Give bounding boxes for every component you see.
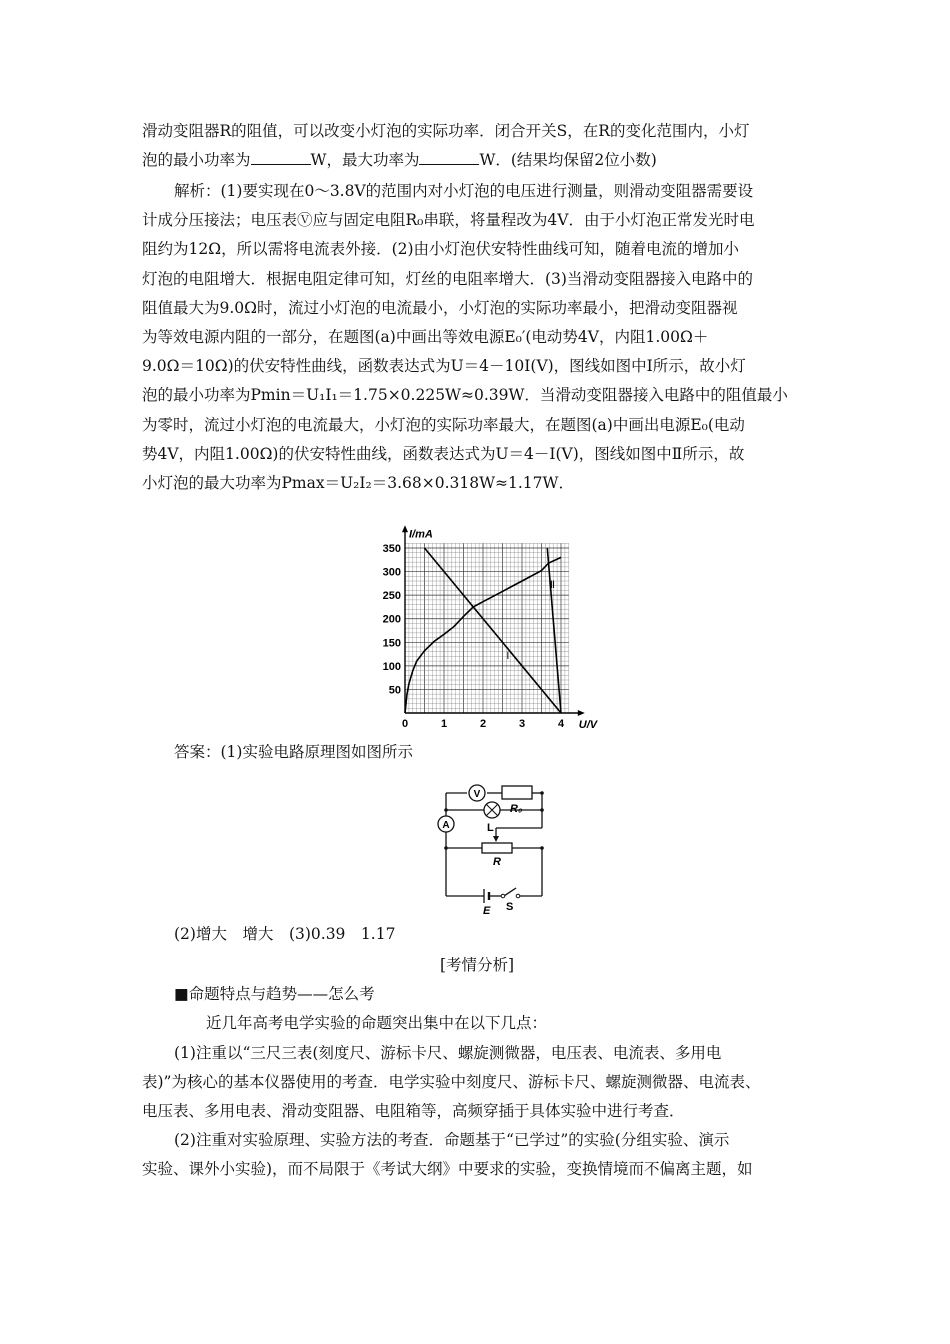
question-line-2 [142,146,812,175]
fixed-resistor-r0 [502,786,532,799]
series-label-2: Ⅱ [550,580,556,592]
switch-contact-left [501,894,505,898]
section-paragraph-3-line-1: (2)注重对实验原理、实验方法的考查．命题基于“已学过”的实验(分组实验、演示 [174,1131,730,1150]
x-axis-label: U/V [578,719,598,731]
analysis-line-6: 为等效电源内阻的一部分，在题图(a)中画出等效电源E₀′(电动势4V，内阻1.00Ω＋ [142,328,709,347]
series-label-1: Ⅰ [506,650,510,662]
question-line-2a: 泡的最小功率为 [142,151,251,170]
y-tick-label: 300 [382,566,401,579]
y-axis-label: I/mA [409,528,433,541]
rheostat-r [482,843,512,853]
section-subhead: ■命题特点与趋势——怎么考 [174,985,375,1004]
x-axis-arrow-icon [578,710,585,716]
series-line-1 [425,548,562,713]
section-paragraph-2-line-3: 电压表、多用电表、滑动变阻器、电阻箱等，高频穿插于具体实验中进行考查． [142,1102,685,1121]
exam-analysis-section [142,951,812,1185]
node-rheostat-right [540,846,544,850]
analysis-line-11: 小灯泡的最大功率为Pmax＝U₂I₂＝3.68×0.318W≈1.17W． [142,474,574,493]
y-tick-label: 50 [388,684,401,697]
ammeter-label: A [442,820,450,831]
switch-blade [504,888,516,896]
section-paragraph-2-line-1: (1)注重以“三尺三表(刻度尺、游标卡尺、螺旋测微器，电压表、电流表、多用电 [174,1043,722,1062]
x-tick-label: 0 [401,718,409,730]
analysis-line-1: 解析：(1)要实现在0～3.8V的范围内对小灯泡的电压进行测量，则滑动变阻器需要设 [174,182,754,200]
analysis-line-3: 阻约为12Ω，所以需将电流表外接．(2)由小灯泡伏安特性曲线可知，随着电流的增加小 [142,240,740,259]
x-tick-label: 4 [557,718,565,730]
analysis-line-5: 阻值最大为9.0Ω时，流过小灯泡的电流最小，小灯泡的实际功率最小，把滑动变阻器视 [142,298,738,317]
battery-label: E [483,905,491,917]
question-paragraph [142,117,812,175]
r0-label: R₀ [510,803,523,815]
analysis-line-8: 泡的最小功率为Pmin＝U₁I₁＝1.75×0.225W≈0.39W．当滑动变阻器接入电路中的阻值最小 [142,386,788,405]
node-right [540,808,544,812]
answer-heading-block [142,738,812,767]
answer-parts-block [142,920,812,949]
rheostat-label: R [493,856,501,868]
answer-heading: 答案：(1)实验电路原理图如图所示 [174,743,413,761]
y-tick-label: 200 [382,613,401,626]
analysis-line-9: 为零时，流过小灯泡的电流最大，小灯泡的实际功率最大，在题图(a)中画出电源E₀(电动 [142,415,745,434]
y-tick-label: 100 [382,660,401,673]
x-tick-label: 3 [518,718,526,730]
voltmeter-label: V [473,789,481,800]
section-paragraph-2-line-2: 表)”为核心的基本仪器使用的考查．电学实验中刻度尺、游标卡尺、螺旋测微器、电流表、 [142,1072,761,1091]
analysis-line-4: 灯泡的电阻增大．根据电阻定律可知，灯丝的电阻率增大．(3)当滑动变阻器接入电路中的 [142,269,753,288]
x-tick-label: 2 [479,718,487,730]
switch-contact-right [516,894,520,898]
node-top-right [540,791,544,795]
question-line-2c: W．(结果均保留2位小数) [479,151,657,170]
switch-label: S [506,901,514,913]
lamp-label: L [487,822,494,834]
section-title: [考情分析] [439,956,515,974]
analysis-line-7: 9.0Ω＝10Ω)的伏安特性曲线，函数表达式为U＝4－10I(V)，图线如图中Ⅰ所示，故小灯 [142,357,746,376]
y-tick-label: 350 [382,543,401,556]
analysis-line-10: 势4V，内阻1.00Ω)的伏安特性曲线，函数表达式为U＝4－I(V)，图线如图中Ⅱ所示，故 [142,444,745,463]
slider-arrow-icon [493,836,499,842]
answer-blank-max [419,150,479,165]
section-paragraph-3-line-2: 实验、课外小实验)，而不局限于《考试大纲》中要求的实验，变换情境而不偏离主题，如 [142,1160,753,1179]
answer-blank-min [251,150,311,165]
y-tick-label: 150 [382,637,401,650]
section-paragraph-1: 近几年高考电学实验的命题突出集中在以下几点： [206,1014,548,1033]
y-tick-label: 250 [382,590,401,603]
node-rheostat-left [444,846,448,850]
answer-parts: (2)增大 增大 (3)0.39 1.17 [174,925,396,943]
analysis-line-2: 计成分压接法；电压表Ⓥ应与固定电阻R₀串联，将量程改为4V．由于小灯泡正常发光时电 [142,211,755,230]
x-tick-label: 1 [440,718,448,730]
y-axis-arrow-icon [402,525,408,532]
question-line-2b: W，最大功率为 [310,151,420,170]
question-line-1: 滑动变阻器R的阻值，可以改变小灯泡的实际功率．闭合开关S，在R的变化范围内，小灯 [142,122,750,140]
analysis-paragraph [142,177,812,498]
circuit-diagram [432,768,557,916]
node-left [444,808,448,812]
iu-characteristic-chart [370,528,610,736]
